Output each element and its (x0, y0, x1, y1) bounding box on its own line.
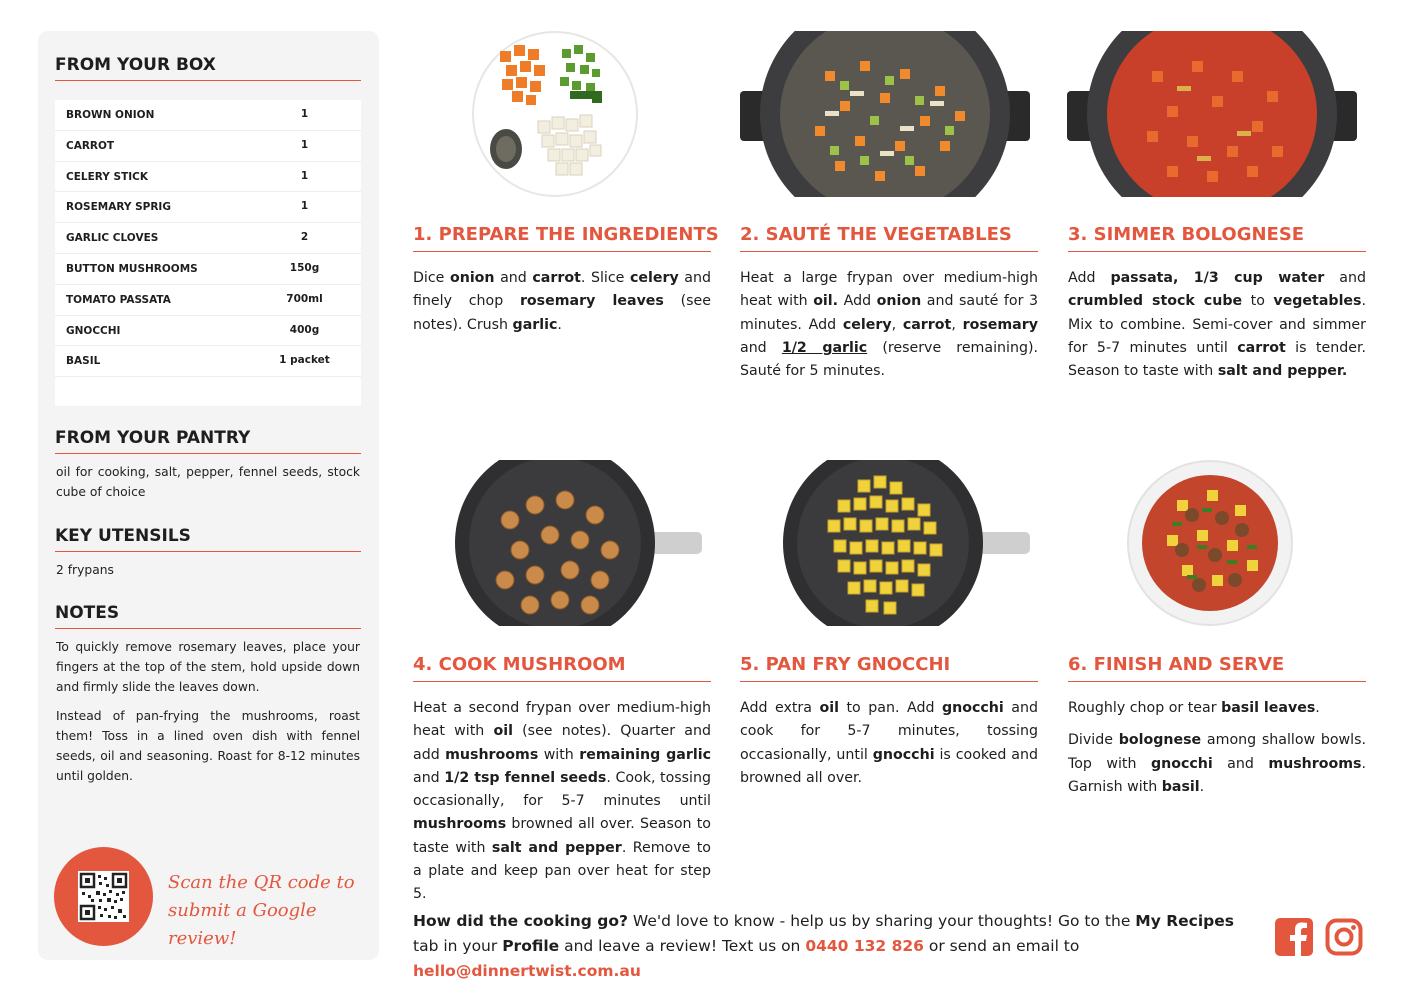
step-paragraph (740, 697, 1038, 790)
text-segment: Add (1068, 270, 1111, 286)
ingredient-name: BASIL (66, 355, 101, 368)
table-row (55, 162, 361, 193)
ingredient-qty: 1 (300, 138, 309, 151)
step-4-title: 4. COOK MUSHROOM (413, 654, 711, 682)
text-segment: browned all over. Season to taste with (413, 816, 711, 856)
text-segment: and leave a review! Text us on (559, 937, 806, 955)
ingredient-name: CELERY STICK (66, 170, 148, 183)
table-row (55, 192, 361, 223)
text-segment: mushrooms (445, 746, 539, 763)
text-segment: Heat a large frypan over medium-high heat with (740, 270, 1038, 310)
step-1-body (413, 267, 711, 337)
text-segment: basil leaves (1221, 700, 1316, 716)
text-segment: to (1242, 293, 1274, 310)
text-segment: garlic (512, 316, 558, 333)
text-segment: We'd love to know - help us by sharing your thoughts! Go to the (627, 912, 1136, 930)
text-segment: with (538, 746, 580, 763)
ingredient-name: GNOCCHI (66, 324, 121, 337)
text-segment: oil (493, 723, 513, 740)
utensils-heading: KEY UTENSILS (55, 526, 361, 552)
notes-heading: NOTES (55, 603, 361, 629)
text-segment: (see notes). Crush (413, 293, 711, 333)
text-segment: oil (819, 700, 839, 716)
step-1-photo (472, 31, 638, 197)
text-segment: (see notes). Quarter and add (413, 723, 711, 763)
text-segment: gnocchi (1150, 755, 1213, 772)
text-segment: Profile (502, 937, 560, 955)
step-2-photo (740, 31, 1030, 197)
text-segment: . (1315, 700, 1320, 716)
step-6-body (1068, 697, 1366, 799)
contact-link[interactable]: hello@dinnertwist.com.au (413, 962, 641, 980)
text-segment: salt and pepper (491, 839, 622, 856)
text-segment: Divide (1068, 732, 1119, 749)
ingredient-qty: 2 (300, 231, 309, 244)
step-4-body (413, 697, 711, 907)
text-segment: passata, 1/3 cup water (1110, 270, 1325, 286)
notes-paragraph-1: To quickly remove rosemary leaves, place your fingers at the top of the stem, hold upside down and firmly slide the leaves down. (56, 640, 360, 694)
text-segment: onion (449, 270, 495, 286)
text-segment: Add extra (740, 700, 820, 716)
text-segment: and (494, 270, 533, 286)
text-segment: My Recipes (1135, 912, 1234, 930)
step-5-title: 5. PAN FRY GNOCCHI (740, 654, 1038, 682)
ingredient-qty: 1 (300, 169, 309, 182)
text-segment: . Cook, tossing occasionally, for 5-7 minutes until (413, 769, 711, 810)
text-segment: celery (629, 270, 679, 286)
step-3-photo (1067, 31, 1357, 197)
text-segment: or send an email to (923, 937, 1080, 955)
box-ingredients-table (55, 100, 361, 406)
text-segment: rosemary (962, 316, 1038, 333)
text-segment: Add (838, 293, 877, 310)
step-2-title: 2. SAUTÉ THE VEGETABLES (740, 224, 1038, 252)
qr-caption (168, 869, 368, 953)
step-paragraph (740, 267, 1038, 383)
text-segment: to pan. Add (838, 700, 942, 716)
table-row (55, 254, 361, 285)
text-segment: salt and pepper. (1217, 363, 1348, 380)
notes-paragraph-2: Instead of pan-frying the mushrooms, roast them! Toss in a lined oven dish with fennel seeds, oil and seasoning. Roast for 8-12 minutes until golden. (56, 709, 360, 783)
text-segment: gnocchi (872, 746, 935, 763)
text-segment: carrot (1237, 339, 1286, 356)
text-segment: vegetables (1273, 293, 1362, 310)
text-segment: Roughly chop or tear (1068, 700, 1222, 716)
text-segment: . (1199, 778, 1205, 795)
text-segment: 1/2 garlic (781, 339, 868, 356)
step-paragraph (413, 267, 711, 337)
text-segment: is tender. Season to taste with (1068, 339, 1366, 380)
text-segment: is cooked and browned all over. (740, 746, 1038, 786)
table-row (55, 131, 361, 162)
ingredient-name: GARLIC CLOVES (66, 232, 159, 245)
text-segment: 1/2 tsp fennel seeds (444, 769, 607, 786)
text-segment: carrot (532, 270, 581, 286)
text-segment: . (557, 316, 562, 333)
text-segment: tab in your (413, 937, 503, 955)
text-segment: mushrooms (413, 816, 507, 833)
text-segment: mushrooms (1268, 755, 1362, 772)
text-segment: and cook for 5-7 minutes, tossing occasionally, until (740, 700, 1038, 763)
text-segment: . Mix to combine. Semi-cover and simmer for 5-7 minutes until (1068, 293, 1367, 356)
ingredient-qty: 150g (289, 261, 320, 274)
text-segment: . Garnish with (1068, 755, 1366, 795)
text-segment: carrot (902, 316, 952, 333)
review-footer (413, 909, 1263, 984)
ingredient-qty: 1 packet (279, 354, 330, 367)
table-row (55, 285, 361, 316)
contact-link[interactable]: 0440 132 826 (805, 937, 924, 955)
instagram-icon[interactable] (1325, 918, 1363, 956)
text-segment: rosemary leaves (519, 293, 664, 310)
text-segment: Heat a second frypan over medium-high heat with (413, 700, 711, 740)
pantry-heading: FROM YOUR PANTRY (55, 428, 361, 454)
text-segment: oil. (813, 293, 839, 310)
text-segment: and (413, 769, 445, 786)
pantry-text: oil for cooking, salt, pepper, fennel seeds, stock cube of choice (56, 465, 360, 499)
text-segment: onion (876, 293, 922, 310)
text-segment: remaining garlic (579, 746, 711, 763)
utensils-text: 2 frypans (56, 563, 114, 577)
step-paragraph (413, 697, 711, 907)
text-segment: . Remove to a plate and keep pan over heat for step 5. (413, 839, 711, 903)
step-3-body (1068, 267, 1366, 383)
text-segment: gnocchi (941, 700, 1004, 716)
text-segment: (reserve remaining). Sauté for 5 minutes. (740, 339, 1038, 380)
step-paragraph (1068, 697, 1366, 720)
step-6-title: 6. FINISH AND SERVE (1068, 654, 1366, 682)
text-segment: Dice (413, 270, 450, 286)
qr-caption-line-2: submit a Google review! (168, 900, 317, 949)
table-row (55, 316, 361, 347)
text-segment: basil (1161, 778, 1200, 795)
table-row (55, 223, 361, 254)
table-row (55, 346, 361, 377)
ingredient-qty: 400g (289, 323, 320, 336)
text-segment: , (891, 316, 903, 333)
step-6-photo (1127, 460, 1293, 626)
text-segment: crumbled stock cube (1068, 293, 1243, 310)
text-segment: among shallow bowls. Top with (1068, 732, 1366, 772)
qr-code-icon[interactable] (78, 871, 129, 922)
ingredient-name: BUTTON MUSHROOMS (66, 262, 198, 275)
table-row (55, 100, 361, 131)
text-segment: and finely chop (413, 270, 711, 310)
step-3-title: 3. SIMMER BOLOGNESE (1068, 224, 1366, 252)
text-segment: and sauté for 3 minutes. Add (740, 293, 1038, 333)
ingredient-name: ROSEMARY SPRIG (66, 201, 171, 214)
ingredient-name: TOMATO PASSATA (66, 293, 171, 306)
text-segment: celery (842, 316, 892, 333)
step-4-photo (450, 460, 702, 626)
text-segment: and (1212, 755, 1269, 772)
step-paragraph (1068, 267, 1366, 383)
ingredient-qty: 1 (300, 108, 309, 120)
qr-caption-line-1: Scan the QR code to (168, 872, 355, 893)
text-segment: and (740, 339, 782, 356)
step-paragraph (1068, 729, 1366, 799)
text-segment: and (1324, 270, 1366, 286)
ingredient-name: CARROT (66, 139, 115, 152)
step-2-body (740, 267, 1038, 383)
text-segment: , (951, 316, 963, 333)
qr-badge (54, 847, 153, 946)
facebook-icon[interactable] (1275, 918, 1313, 956)
ingredient-name: BROWN ONION (66, 109, 155, 121)
box-heading: FROM YOUR BOX (55, 55, 361, 81)
text-segment: . Slice (580, 270, 630, 286)
step-5-photo (778, 460, 1030, 626)
step-1-title: 1. PREPARE THE INGREDIENTS (413, 224, 711, 252)
sidebar-panel (38, 31, 379, 960)
step-5-body (740, 697, 1038, 790)
text-segment: How did the cooking go? (413, 912, 628, 930)
text-segment: bolognese (1118, 732, 1202, 749)
ingredient-qty: 700ml (286, 292, 323, 305)
ingredient-qty: 1 (300, 200, 309, 213)
